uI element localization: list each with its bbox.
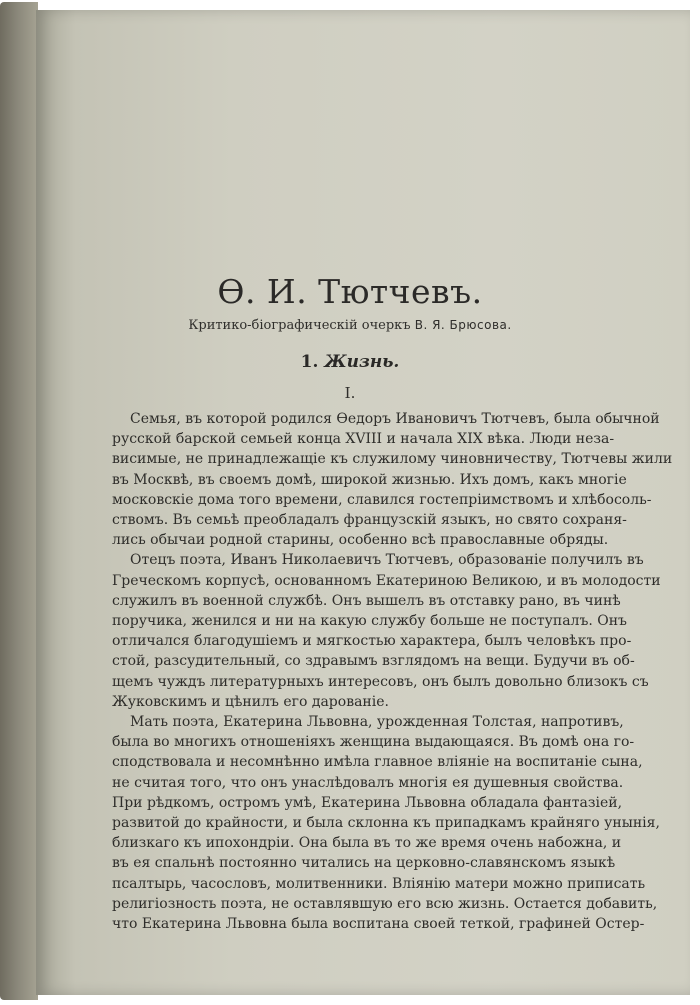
text-line: псалтырь, часословъ, молитвенники. Вліянію матери можно приписать (112, 875, 646, 892)
text-line: не считая того, что онъ унаслѣдовалъ многія ея душевныя свойства. (112, 774, 624, 791)
body-text (112, 409, 673, 934)
text-line: близкаго къ ипохондріи. Она была въ то же время очень набожна, и (112, 835, 622, 852)
text-line: ствомъ. Въ семьѣ преобладалъ французскій языкъ, но свято сохраня- (112, 512, 627, 529)
text-line: Жуковскимъ и цѣнилъ его дарованіе. (112, 693, 389, 710)
chapter-title: Ѳ. И. Тютчевъ. (217, 272, 483, 311)
text-line: Мать поэта, Екатерина Львовна, урожденная Толстая, напротивъ, (130, 714, 624, 731)
text-line: щемъ чуждъ литературныхъ интересовъ, онъ былъ довольно близокъ съ (112, 673, 649, 690)
text-line: русской барской семьей конца XVIII и начала XIX вѣка. Люди неза- (112, 431, 615, 448)
section-heading (0, 352, 700, 372)
text-line: поручика, женился и ни на какую службу больше не поступалъ. Онъ (112, 613, 627, 630)
text-line: При рѣдкомъ, остромъ умѣ, Екатерина Львовна обладала фантазіей, (112, 794, 623, 811)
chapter-subtitle (0, 318, 700, 333)
book-spine (0, 2, 38, 1000)
section-name: Жизнь. (324, 352, 400, 372)
text-line: была во многихъ отношеніяхъ женщина выдающаяся. Въ домѣ она го- (112, 734, 635, 751)
text-line: стой, разсудительный, со здравымъ взглядомъ на вещи. Будучи въ об- (112, 653, 635, 670)
text-line: развитой до крайности, и была склонна къ припадкамъ крайняго унынія, (112, 815, 660, 832)
text-line: Отецъ поэта, Иванъ Николаевичъ Тютчевъ, образованіе получилъ въ (130, 552, 644, 569)
text-line: московскіе дома того времени, славился гостепріимствомъ и хлѣбосоль- (112, 491, 652, 508)
text-line: служилъ въ военной службѣ. Онъ вышелъ въ отставку рано, въ чинѣ (112, 592, 621, 609)
text-line: что Екатерина Львовна была воспитана своей теткой, графиней Остер- (112, 916, 645, 933)
text-line: въ Москвѣ, въ своемъ домѣ, широкой жизнью. Ихъ домъ, какъ многіе (112, 471, 627, 488)
section-number: 1. (300, 352, 319, 372)
text-line: лись обычаи родной старины, особенно всѣ православные обряды. (112, 532, 609, 549)
text-line: Семья, въ которой родился Ѳедоръ Ивановичъ Тютчевъ, была обычной (130, 411, 660, 427)
text-line: висимые, не принадлежащіе къ служилому чиновничеству, Тютчевы жили (112, 451, 673, 468)
text-line: отличался благодушіемъ и мягкостью характера, былъ человѣкъ про- (112, 633, 632, 650)
text-line: сподствовала и несомнѣнно имѣла главное вліяніе на воспитаніе сына, (112, 754, 643, 771)
text-line: религіозность поэта, не оставлявшую его всю жизнь. Остается добавить, (112, 895, 658, 912)
text-line: въ ея спальнѣ постоянно читались на церковно-славянскомъ языкѣ (112, 855, 616, 872)
subtitle-prefix: Критико-біографическій очеркъ (188, 318, 411, 333)
subsection-numeral: I. (344, 384, 356, 402)
subtitle-author: В. Я. Брюсова. (414, 318, 512, 332)
text-line: Греческомъ корпусѣ, основанномъ Екатериною Великою, и въ молодости (112, 572, 661, 589)
